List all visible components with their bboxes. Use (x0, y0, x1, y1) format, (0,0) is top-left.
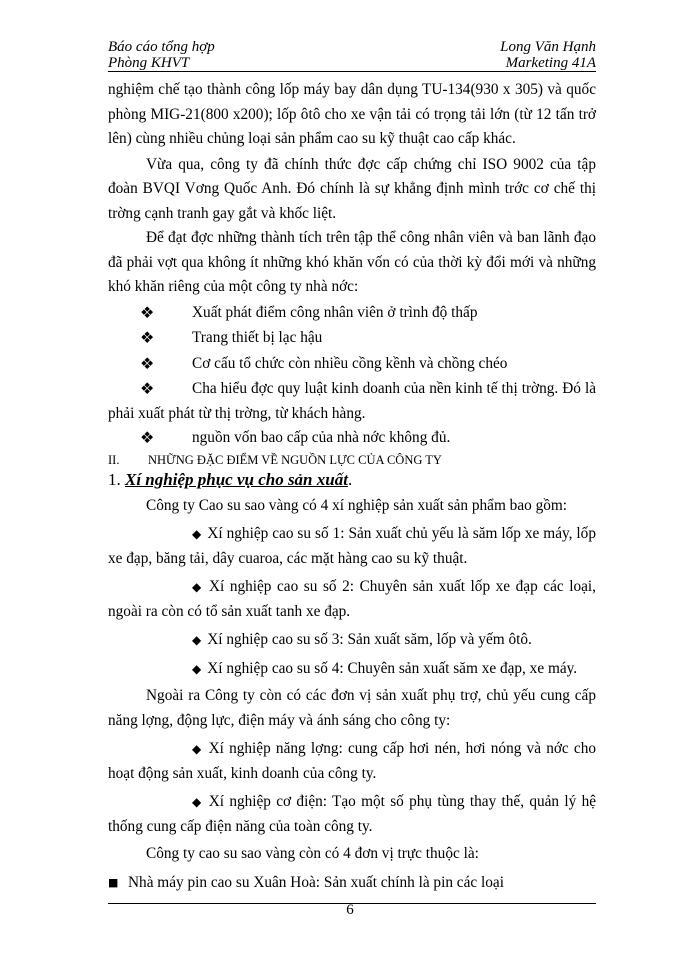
list-item-text: Xuất phát điểm công nhân viên ở trình độ thấp (192, 303, 478, 321)
list-item (108, 301, 596, 326)
list-item (108, 657, 596, 682)
list-item-text: Xí nghiệp cao su số 2: Chuyên sản xuất lốp xe đạp các loại, ngoài ra còn có tổ sản xuất tanh xe đạp. (108, 578, 596, 620)
header-department: Phòng KHVT (108, 55, 190, 71)
filled-diamond-icon: ◆ (192, 633, 202, 647)
diamond-four-bullet-icon: ❖ (140, 302, 155, 322)
diamond-four-bullet-icon: ❖ (140, 328, 155, 347)
header-class: Marketing 41A (505, 55, 596, 71)
diamond-four-bullet-icon: ❖ (140, 353, 155, 373)
paragraph: Công ty Cao su sao vàng có 4 xí nghiệp sản xuất sản phẩm bao gồm: (146, 496, 568, 514)
filled-diamond-icon: ◆ (192, 742, 203, 756)
filled-diamond-icon: ◆ (192, 527, 202, 541)
list-item (108, 377, 596, 426)
list-item (108, 352, 596, 377)
filled-diamond-icon: ◆ (192, 661, 202, 676)
list-item (108, 522, 596, 571)
list-item (108, 628, 596, 653)
header-divider (108, 71, 596, 72)
list-item-text: Cơ cấu tổ chức còn nhiều cồng kềnh và chồng chéo (192, 354, 508, 372)
filled-diamond-icon: ◆ (192, 795, 203, 809)
list-item (108, 790, 596, 839)
list-item-text: Cha hiểu đợc quy luật kinh doanh của nền kinh tế thị trờng. Đó là phải xuất phát từ thị trờng, từ khách hàng. (108, 380, 596, 422)
filled-square-icon: ■ (108, 875, 119, 889)
list-item-text: Xí nghiệp năng lợng: cung cấp hơi nén, hơi nóng và nớc cho hoạt động sản xuất, kinh doanh của công ty. (108, 740, 597, 782)
list-item-text: Nhà máy pin cao su Xuân Hoà: Sản xuất chính là pin các loại (128, 873, 504, 891)
section-heading (108, 451, 596, 469)
diamond-four-bullet-icon: ❖ (140, 428, 155, 447)
paragraph: Vừa qua, công ty đã chính thức đợc cấp chứng chỉ ISO 9002 của tập đoàn BVQI Vơng Quốc Anh. Đó chính là sự khẳng định mình trớc cơ chế thị trờng cạnh tranh gay gắt và khốc liệt. (108, 155, 596, 222)
subsection-title: Xí nghiệp phục vụ cho sản xuất (125, 469, 348, 489)
list-item-text: Xí nghiệp cao su số 3: Sản xuất săm, lốp và yếm ôtô. (207, 631, 532, 648)
list-item-text: nguồn vốn bao cấp của nhà nớc không đủ. (192, 429, 451, 446)
list-item-text: Trang thiết bị lạc hậu (192, 329, 323, 346)
list-item (108, 871, 596, 896)
filled-diamond-icon: ◆ (192, 580, 203, 594)
paragraph: Công ty cao su sao vàng còn có 4 đơn vị trực thuộc là: (146, 845, 479, 862)
header-report-title: Báo cáo tổng hợp (108, 39, 215, 55)
list-item (108, 326, 596, 351)
list-item (108, 575, 596, 624)
paragraph: nghiệm chế tạo thành công lốp máy bay dân dụng TU-134(930 x 305) và quốc phòng MIG-21(800 x200); lốp ôtô cho xe vận tải có trọng tải lớn (từ 12 tấn trở lên) cùng nhiều chủng loại sản phẩm cao su kỹ thuật cao cấp khác. (108, 81, 596, 147)
document-body (108, 78, 596, 895)
page-number: 6 (346, 902, 354, 918)
page-header (108, 40, 596, 72)
list-item (108, 737, 596, 786)
section-number: II. (108, 452, 120, 467)
list-item-text: Xí nghiệp cơ điện: Tạo một số phụ tùng thay thế, quản lý hệ thống cung cấp điện năng của toàn công ty. (108, 793, 597, 835)
paragraph: Để đạt đợc những thành tích trên tập thể công nhân viên và ban lãnh đạo đã phải vợt qua không ít những khó khăn vốn có của thời kỳ đổi mới và những khó khăn riêng của một công ty nhà nớc: (108, 229, 596, 295)
paragraph: Ngoài ra Công ty còn có các đơn vị sản xuất phụ trợ, chủ yếu cung cấp năng lợng, động lực, điện máy và ánh sáng cho công ty: (108, 687, 596, 729)
list-item-text: Xí nghiệp cao su số 4: Chuyên sản xuất săm xe đạp, xe máy. (207, 659, 578, 677)
diamond-four-bullet-icon: ❖ (140, 379, 155, 398)
list-item-text: Xí nghiệp cao su số 1: Sản xuất chủ yếu là săm lốp xe máy, lốp xe đạp, băng tải, dây cuaroa, các mặt hàng cao su kỹ thuật. (108, 525, 596, 567)
list-item (108, 426, 596, 451)
subsection-number: 1. (108, 469, 121, 489)
header-author: Long Văn Hạnh (500, 39, 596, 55)
section-title: NHỮNG ĐẶC ĐIỂM VỀ NGUỒN LỰC CỦA CÔNG TY (148, 452, 442, 467)
subsection-heading: 1. Xí nghiệp phục vụ cho sản xuất. (108, 469, 353, 489)
